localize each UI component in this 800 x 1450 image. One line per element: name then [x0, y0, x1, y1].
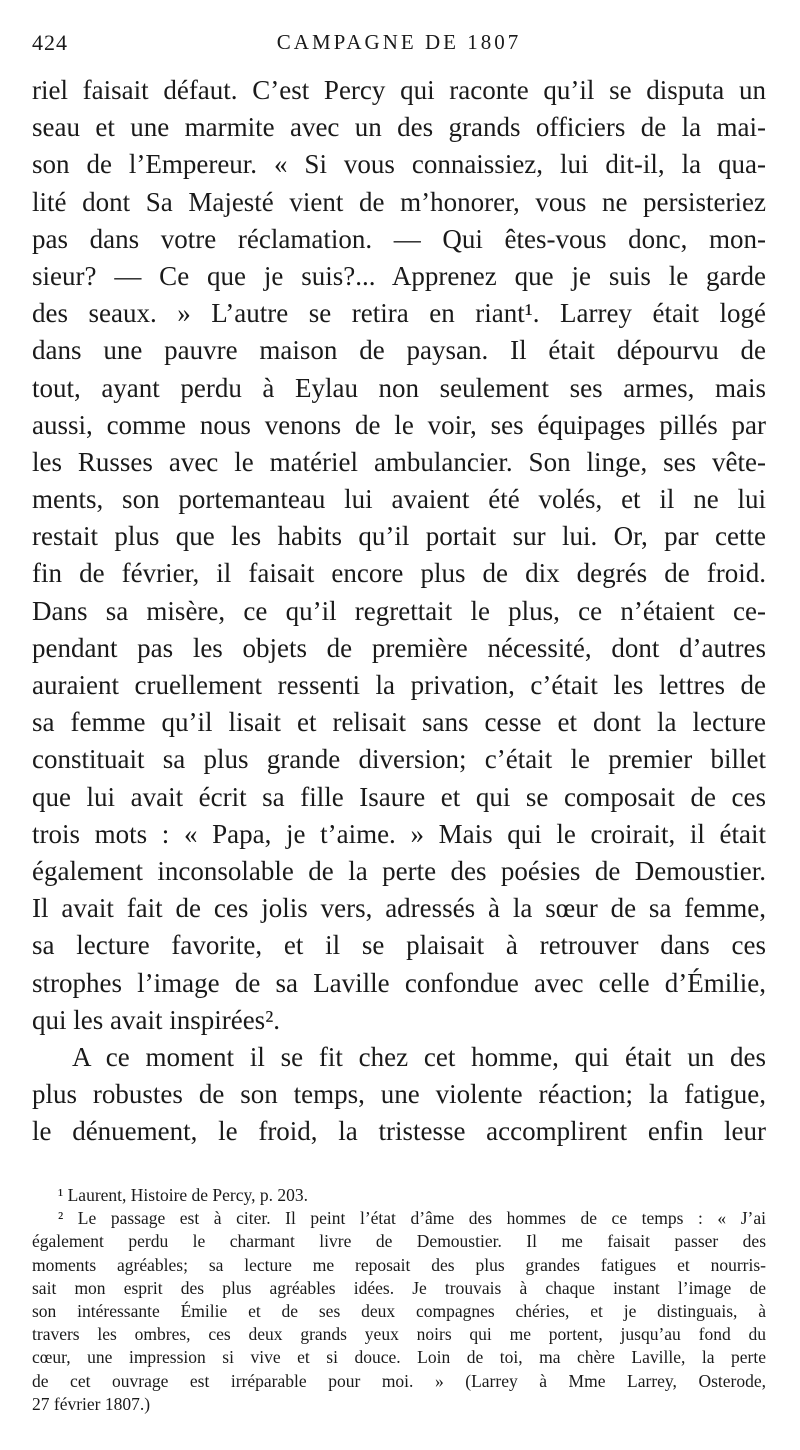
body-line: son de l’Empereur. « Si vous connaissiez, lui dit-il, la qua- — [32, 149, 766, 180]
body-line: ments, son portemanteau lui avaient été volés, et il ne lui — [32, 484, 766, 515]
body-line: le dénuement, le froid, la tristesse accomplirent enfin leur — [32, 1116, 766, 1147]
body-line: que lui avait écrit sa fille Isaure et qui se composait de ces — [32, 781, 766, 812]
body-line: dans une pauvre maison de paysan. Il était dépourvu de — [32, 335, 766, 366]
body-line: seau et une marmite avec un des grands officiers de la mai- — [32, 112, 766, 143]
body-line: lité dont Sa Majesté vient de m’honorer, vous ne persisteriez — [32, 186, 766, 217]
body-line: plus robustes de son temps, une violente réaction; la fatigue, — [32, 1079, 766, 1110]
footnotes — [32, 1184, 766, 1416]
body-text — [32, 72, 766, 1150]
page-number: 424 — [32, 30, 68, 55]
footnote-line: cœur, une impression si vive et si douce. Loin de toi, ma chère Laville, la perte — [32, 1347, 766, 1368]
footnote-line: son intéressante Émilie et de ses deux compagnes chéries, et je distinguais, à — [32, 1300, 766, 1321]
body-line: strophes l’image de sa Laville confondue avec celle d’Émilie, — [32, 967, 766, 998]
body-line: les Russes avec le matériel ambulancier. Son linge, ses vête- — [32, 446, 766, 477]
body-line: A ce moment il se fit chez cet homme, qui était un des — [72, 1041, 766, 1072]
body-line: restait plus que les habits qu’il portait sur lui. Or, par cette — [32, 521, 766, 552]
body-line: riel faisait défaut. C’est Percy qui raconte qu’il se disputa un — [32, 75, 766, 105]
footnote-line: ¹ Laurent, Histoire de Percy, p. 203. — [58, 1185, 309, 1205]
body-line: pendant pas les objets de première nécessité, dont d’autres — [32, 632, 766, 663]
footnote-line: également perdu le charmant livre de Demoustier. Il me faisait passer des — [32, 1231, 766, 1252]
body-line: fin de février, il faisait encore plus de dix degrés de froid. — [32, 558, 766, 589]
footnote-line: de cet ouvrage est irréparable pour moi. » (Larrey à Mme Larrey, Osterode, — [32, 1370, 766, 1391]
footnote-line: 27 février 1807.) — [32, 1393, 151, 1414]
body-line: aussi, comme nous venons de le voir, ses équipages pillés par — [32, 409, 766, 440]
body-line: qui les avait inspirées². — [32, 1004, 281, 1035]
body-line: trois mots : « Papa, je t’aime. » Mais qui le croirait, il était — [32, 818, 766, 849]
running-head: CAMPAGNE DE 1807 — [276, 30, 522, 54]
footnote-line: ² Le passage est à citer. Il peint l’état d’âme des hommes de ce temps : « J’ai — [58, 1208, 766, 1229]
body-line: sieur? — Ce que je suis?... Apprenez que je suis le garde — [32, 260, 766, 291]
body-line: également inconsolable de la perte des poésies de Demoustier. — [32, 855, 766, 886]
footnote-line: sait mon esprit des plus agréables idées. Je trouvais à chaque instant l’image de — [32, 1277, 766, 1298]
body-line: sa femme qu’il lisait et relisait sans cesse et dont la lecture — [32, 707, 766, 738]
body-line: auraient cruellement ressenti la privation, c’était les lettres de — [32, 670, 766, 700]
body-line: des seaux. » L’autre se retira en riant¹. Larrey était logé — [32, 298, 766, 329]
footnote-line: moments agréables; sa lecture me reposait des plus grandes fatigues et nourris- — [32, 1254, 766, 1275]
page-header — [32, 30, 766, 60]
body-line: pas dans votre réclamation. — Qui êtes-vous donc, mon- — [32, 223, 766, 254]
body-line: constituait sa plus grande diversion; c’était le premier billet — [32, 744, 766, 775]
footnote-line: travers les ombres, ces deux grands yeux noirs qui me portent, jusqu’au fond du — [32, 1324, 766, 1345]
body-line: Il avait fait de ces jolis vers, adressés à la sœur de sa femme, — [32, 893, 766, 924]
body-line: tout, ayant perdu à Eylau non seulement ses armes, mais — [32, 372, 766, 403]
body-line: Dans sa misère, ce qu’il regrettait le plus, ce n’étaient ce- — [32, 595, 766, 626]
body-line: sa lecture favorite, et il se plaisait à retrouver dans ces — [32, 930, 766, 961]
